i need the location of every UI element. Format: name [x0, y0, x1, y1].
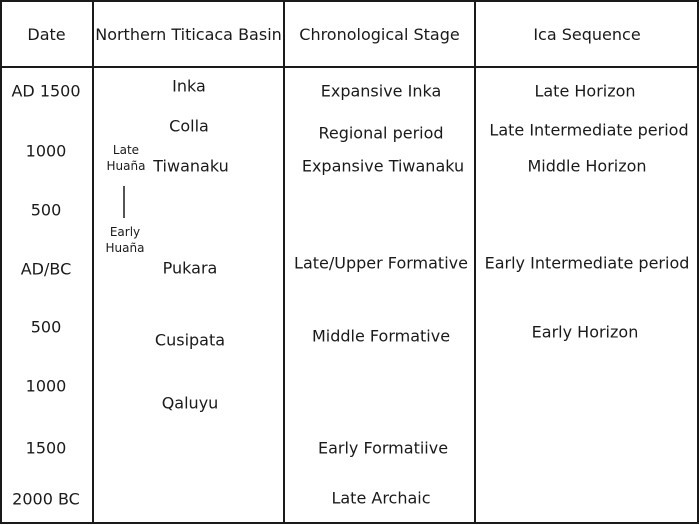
header-date: Date — [27, 24, 66, 44]
ica-early-horizon: Early Horizon — [531, 322, 639, 342]
early-huana-line-2: Huaña — [105, 241, 145, 255]
late-huana-line-2: Huaña — [106, 159, 146, 173]
early-huana-line-1: Early — [109, 225, 141, 239]
date-1000bc: 1000 — [25, 376, 67, 396]
stage-regional: Regional period — [318, 123, 444, 143]
date-1000ad: 1000 — [25, 141, 67, 161]
date-500ad: 500 — [30, 200, 62, 220]
basin-pukara: Pukara — [162, 258, 218, 278]
date-500bc: 500 — [30, 317, 62, 337]
basin-late-huana — [107, 142, 146, 174]
basin-cusipata: Cusipata — [154, 330, 226, 350]
basin-colla: Colla — [169, 116, 209, 136]
ica-late-intermediate: Late Intermediate period — [489, 120, 689, 140]
header-stage: Chronological Stage — [299, 24, 460, 44]
stage-middle-formative: Middle Formative — [311, 326, 451, 346]
basin-qaluyu: Qaluyu — [161, 393, 219, 413]
date-adbc: AD/BC — [20, 259, 72, 279]
ica-late-horizon: Late Horizon — [534, 81, 636, 101]
basin-inka: Inka — [172, 76, 206, 96]
header-basin: Northern Titicaca Basin — [95, 24, 282, 44]
stage-early-formative: Early Formatiive — [317, 438, 449, 458]
ica-middle-horizon: Middle Horizon — [527, 156, 647, 176]
basin-early-huana — [106, 224, 145, 256]
stage-expansive-inka: Expansive Inka — [320, 81, 442, 101]
date-2000bc: 2000 BC — [12, 489, 80, 509]
stage-expansive-tiwanaku: Expansive Tiwanaku — [301, 156, 465, 176]
basin-tiwanaku: Tiwanaku — [153, 156, 229, 176]
stage-late-archaic: Late Archaic — [331, 488, 431, 508]
date-1500bc: 1500 — [25, 438, 67, 458]
stage-late-upper-formative: Late/Upper Formative — [294, 253, 468, 273]
date-ad1500: AD 1500 — [11, 81, 81, 101]
late-huana-line-1: Late — [112, 143, 140, 157]
header-ica: Ica Sequence — [533, 24, 641, 44]
ica-early-intermediate: Early Intermediate period — [484, 253, 690, 273]
